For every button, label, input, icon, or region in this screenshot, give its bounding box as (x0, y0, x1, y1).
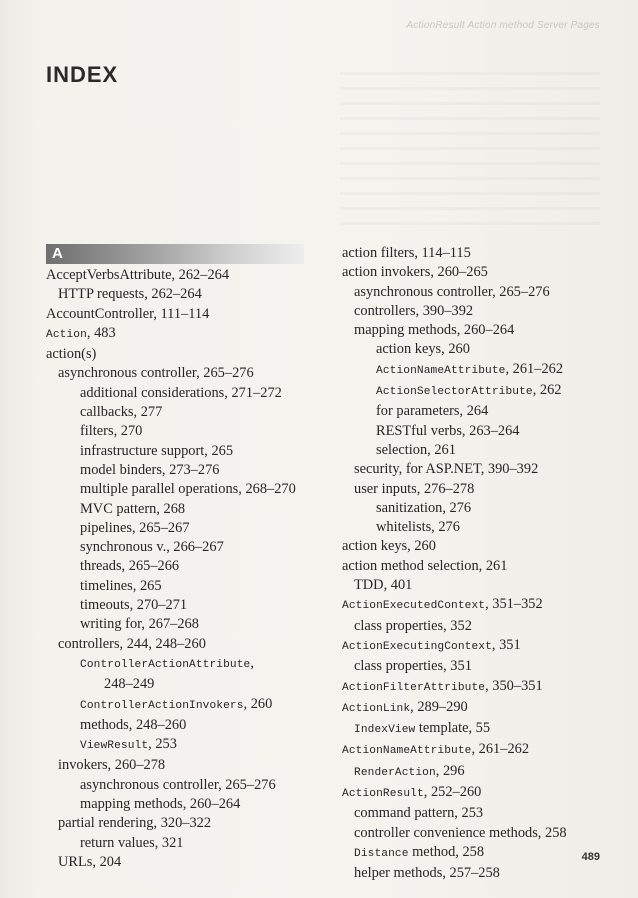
index-entry-text: mapping methods, 260–264 (80, 796, 241, 813)
index-entry-text: multiple parallel operations, 268–270 (80, 481, 296, 498)
index-entry-text: template, 55 (415, 720, 491, 737)
index-entry-code: IndexView (354, 724, 416, 737)
index-entry-text: infrastructure support, 265 (80, 442, 234, 459)
index-entry-code: ActionResult (342, 788, 424, 801)
index-entry-text: model binders, 273–276 (80, 461, 220, 478)
index-entry-text: TDD, 401 (354, 577, 413, 594)
index-entry-code: ControllerActionInvokers (80, 699, 244, 712)
index-entry-text: mapping methods, 260–264 (354, 322, 515, 339)
index-entry (46, 557, 331, 576)
index-entry (342, 740, 622, 761)
index-entry (342, 499, 622, 518)
index-entry-text: action keys, 260 (376, 341, 470, 358)
index-entry-text: writing for, 267–268 (80, 616, 199, 633)
index-column-right (342, 244, 622, 884)
index-entry (46, 615, 331, 634)
index-entry-text: asynchronous controller, 265–276 (80, 776, 276, 793)
index-entry-text: security, for ASP.NET, 390–392 (354, 461, 539, 478)
index-entry-text: , 483 (86, 324, 116, 341)
index-entry (46, 442, 331, 461)
index-entry-code: RenderAction (354, 766, 436, 779)
index-entry-code: ActionNameAttribute (376, 364, 506, 377)
index-entry (46, 480, 331, 499)
index-entry-text: action invokers, 260–265 (342, 264, 488, 281)
index-entry (342, 244, 622, 263)
index-entry (342, 263, 622, 282)
index-entry-text: HTTP requests, 262–264 (58, 286, 202, 303)
index-entry-text: class properties, 351 (354, 658, 472, 675)
index-entry (342, 557, 622, 576)
index-entry-code: ActionNameAttribute (342, 745, 472, 758)
page-number: 489 (581, 851, 600, 863)
index-entry (342, 762, 622, 783)
index-entry (342, 864, 622, 883)
index-entry-code: Distance (354, 847, 409, 860)
index-entry (46, 345, 331, 364)
index-entry-text: action method selection, 261 (342, 557, 508, 574)
index-entry (342, 824, 622, 843)
index-entry-text: RESTful verbs, 263–264 (376, 422, 520, 439)
index-entry-text: asynchronous controller, 265–276 (354, 283, 550, 300)
index-entry-text: 248–249 (104, 676, 155, 693)
index-entry (46, 500, 331, 519)
index-entry-text: , 296 (435, 762, 465, 779)
index-entry-text: pipelines, 265–267 (80, 519, 190, 536)
index-entry (46, 853, 331, 872)
index-entry (46, 735, 331, 756)
section-letter-bar (46, 244, 304, 264)
index-entry-text: asynchronous controller, 265–276 (58, 365, 254, 382)
index-entry (342, 537, 622, 556)
index-entry-text: methods, 248–260 (80, 716, 187, 733)
index-entry (46, 716, 331, 735)
index-entry (46, 324, 331, 345)
index-entry-text: sanitization, 276 (376, 499, 472, 516)
index-entry (342, 422, 622, 441)
index-entry-text: , 289–290 (410, 698, 468, 715)
index-entry-text: user inputs, 276–278 (354, 480, 475, 497)
index-entry-text: selection, 261 (376, 441, 456, 458)
section-letter: A (52, 245, 63, 262)
index-entry-text: synchronous v., 266–267 (80, 539, 224, 556)
index-entry-text: , (250, 654, 254, 671)
index-entry-text: , 350–351 (485, 677, 543, 694)
index-entry (342, 381, 622, 402)
index-entry (46, 814, 331, 833)
index-entry (342, 677, 622, 698)
index-entry (342, 843, 622, 864)
index-entry-text: helper methods, 257–258 (354, 865, 500, 882)
index-entry-text: , 261–262 (471, 741, 530, 758)
index-entry-code: ViewResult (80, 740, 149, 753)
index-entry-text: filters, 270 (80, 423, 143, 440)
index-entry-code: ActionExecutingContext (342, 640, 492, 653)
index-entry (342, 283, 622, 302)
index-entry-text: for parameters, 264 (376, 403, 489, 420)
index-entry-text: class properties, 352 (354, 617, 472, 634)
index-entry (342, 321, 622, 340)
index-entry (46, 695, 331, 716)
index-entry (46, 461, 331, 480)
index-entry-text: , 252–260 (423, 784, 482, 801)
index-entry (342, 340, 622, 359)
index-entry-code: ControllerActionAttribute (80, 658, 251, 671)
index-entry (342, 480, 622, 499)
index-entry (46, 364, 331, 383)
bleed-through-texture (340, 60, 600, 230)
index-entry (46, 577, 331, 596)
index-entry (46, 519, 331, 538)
index-entry-text: action(s) (46, 346, 97, 363)
index-entry-text: URLs, 204 (58, 853, 122, 870)
index-entry (342, 402, 622, 421)
index-entry-text: timelines, 265 (80, 577, 162, 594)
index-entry-text: additional considerations, 271–272 (80, 384, 282, 401)
index-entry-text: controller convenience methods, 258 (354, 824, 567, 841)
index-entry-text: command pattern, 253 (354, 805, 484, 822)
index-entry-text: , 262 (532, 382, 562, 399)
running-head: ActionResult Action method Server Pages (406, 20, 600, 31)
index-entry (46, 422, 331, 441)
index-entry-text: callbacks, 277 (80, 404, 163, 421)
index-entry (46, 538, 331, 557)
index-entry (46, 305, 331, 324)
index-entry (342, 460, 622, 479)
index-entry (342, 360, 622, 381)
index-entry (342, 302, 622, 321)
index-entry (46, 596, 331, 615)
index-entry (342, 441, 622, 460)
index-entry-code: ActionLink (342, 702, 411, 715)
index-entry-text: whitelists, 276 (376, 519, 460, 536)
index-entry (46, 756, 331, 775)
index-entry-text: controllers, 244, 248–260 (58, 635, 206, 652)
index-entry (342, 518, 622, 537)
index-entry (46, 654, 331, 675)
index-entry-text: , 351–352 (485, 596, 543, 613)
index-entry-text: controllers, 390–392 (354, 302, 474, 319)
index-entry-text: action filters, 114–115 (342, 245, 471, 261)
index-entry (46, 834, 331, 853)
index-column-left (46, 244, 331, 872)
index-entry-text: MVC pattern, 268 (80, 500, 186, 517)
index-entry (46, 795, 331, 814)
index-entry-text: , 351 (491, 636, 521, 653)
index-entry-text: timeouts, 270–271 (80, 597, 188, 614)
index-entry (342, 783, 622, 804)
index-entry-code: ActionFilterAttribute (342, 681, 486, 694)
index-entry (46, 635, 331, 654)
index-entry (342, 804, 622, 823)
index-entry (342, 636, 622, 657)
index-entry-text: invokers, 260–278 (58, 757, 166, 774)
index-entry (342, 595, 622, 616)
index-entry (46, 403, 331, 422)
index-entry (46, 285, 331, 304)
index-entry (342, 719, 622, 740)
index-entry (342, 617, 622, 636)
index-entry-code: ActionSelectorAttribute (376, 386, 533, 399)
index-entry-text: , 260 (243, 695, 273, 712)
index-entry-text: partial rendering, 320–322 (58, 815, 212, 832)
index-entry (46, 384, 331, 403)
index-entry-text: action keys, 260 (342, 538, 436, 555)
index-entries-left (46, 266, 331, 872)
index-entry-text: method, 258 (408, 843, 485, 860)
index-entry-text: threads, 265–266 (80, 558, 180, 575)
index-entry (46, 776, 331, 795)
index-entries-right (342, 244, 622, 884)
index-entry-code: ActionExecutedContext (342, 600, 486, 613)
page-title: INDEX (46, 62, 119, 87)
index-entry-text: , 261–262 (505, 360, 564, 377)
index-entry-code: Action (46, 328, 87, 341)
index-entry-text: AcceptVerbsAttribute, 262–264 (46, 267, 230, 283)
index-entry (46, 675, 331, 694)
index-entry (46, 266, 331, 285)
index-entry-text: return values, 321 (80, 834, 184, 851)
index-entry (342, 576, 622, 595)
index-entry-text: AccountController, 111–114 (46, 305, 210, 322)
index-entry-text: , 253 (148, 736, 177, 753)
index-entry (342, 698, 622, 719)
index-entry (342, 657, 622, 676)
